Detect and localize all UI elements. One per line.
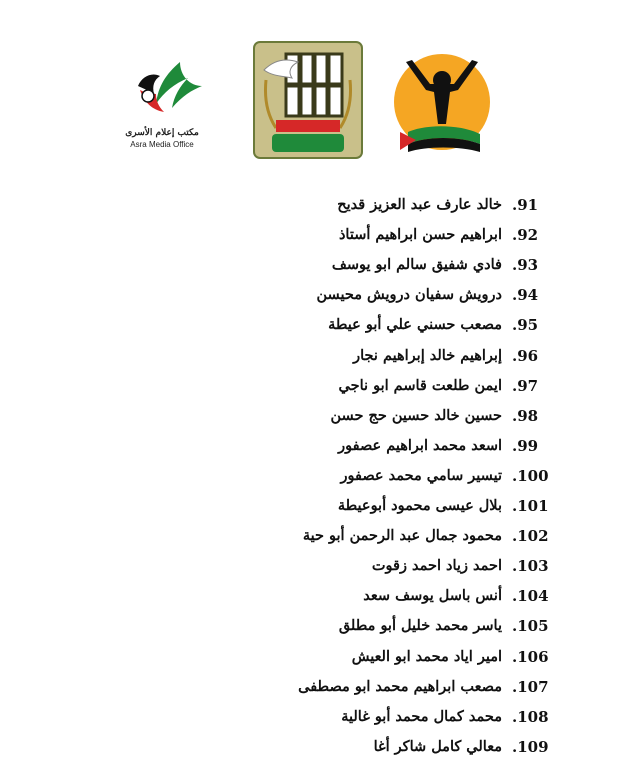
freedom-figure-sun-icon — [380, 40, 506, 164]
list-item — [0, 373, 620, 403]
header-logos — [0, 38, 620, 168]
list-item — [0, 282, 620, 312]
list-item-name: درويش سفيان درويش محيسن — [316, 286, 502, 304]
list-item — [0, 343, 620, 373]
asra-logo-english-caption: Asra Media Office — [130, 140, 194, 149]
list-item-number: .96 — [512, 346, 539, 365]
list-item — [0, 523, 620, 553]
list-item-number: .98 — [512, 406, 539, 425]
list-item-name: امير اياد محمد ابو العيش — [351, 647, 502, 665]
list-item — [0, 433, 620, 463]
prisoners-commission-logo — [380, 40, 506, 164]
list-item — [0, 463, 620, 493]
list-item-number: .97 — [512, 376, 539, 395]
list-item-name: إبراهيم خالد إبراهيم نجار — [353, 346, 502, 364]
list-item-number: .102 — [512, 527, 549, 546]
list-item-name: تيسير سامي محمد عصفور — [340, 466, 502, 484]
list-item-number: .92 — [512, 226, 539, 245]
list-item-number: .99 — [512, 436, 539, 455]
list-item — [0, 613, 620, 643]
asra-emblem-icon — [118, 56, 208, 128]
list-item — [0, 222, 620, 252]
list-item — [0, 583, 620, 613]
list-item-name: محمود جمال عبد الرحمن أبو حية — [302, 527, 502, 545]
list-item — [0, 252, 620, 282]
list-item-number: .91 — [512, 196, 539, 214]
list-item-number: .103 — [512, 557, 549, 576]
prison-window-dove-icon — [252, 40, 364, 160]
list-item-name: احمد زياد احمد زقوت — [371, 557, 502, 575]
list-item-number: .93 — [512, 256, 539, 275]
list-item-name: خالد عارف عبد العزيز قديح — [337, 196, 502, 213]
asra-logo-arabic-caption: مكتب إعلام الأسرى — [125, 128, 199, 138]
list-item-name: مصعب ابراهيم محمد ابو مصطفى — [298, 677, 502, 695]
list-item-number: .105 — [512, 617, 549, 636]
list-item-number: .104 — [512, 587, 549, 606]
list-item-name: ابراهيم حسن ابراهيم أستاذ — [338, 226, 502, 244]
list-item-number: .100 — [512, 466, 549, 485]
list-item-name: حسين خالد حسين حج حسن — [330, 406, 502, 424]
asra-media-office-logo — [118, 56, 208, 149]
list-item-name: اسعد محمد ابراهيم عصفور — [338, 436, 502, 454]
list-item-number: .109 — [512, 737, 549, 756]
list-item — [0, 704, 620, 734]
list-item — [0, 644, 620, 674]
list-item-number: .107 — [512, 677, 549, 696]
list-item — [0, 192, 620, 222]
list-item-name: مصعب حسني علي أبو عيطة — [328, 316, 502, 334]
list-item — [0, 553, 620, 583]
list-item-name: بلال عيسى محمود أبوعيطة — [337, 497, 502, 514]
list-item-number: .101 — [512, 497, 549, 515]
list-item-name: محمد كمال محمد أبو غالية — [341, 707, 502, 725]
list-item-name: فادي شفيق سالم ابو يوسف — [331, 256, 502, 274]
list-item — [0, 734, 620, 764]
list-item-number: .106 — [512, 647, 549, 666]
list-item — [0, 312, 620, 342]
list-item-name: ايمن طلعت قاسم ابو ناجي — [338, 376, 502, 394]
list-item-name: معالي كامل شاكر أغا — [373, 737, 502, 755]
list-item — [0, 493, 620, 523]
list-item-name: ياسر محمد خليل أبو مطلق — [338, 617, 502, 635]
list-item — [0, 674, 620, 704]
prisoners-club-logo — [252, 40, 364, 160]
list-item — [0, 403, 620, 433]
list-item-number: .94 — [512, 286, 539, 305]
list-item-number: .95 — [512, 316, 539, 335]
list-item-number: .108 — [512, 707, 549, 726]
list-item-name: أنس باسل يوسف سعد — [363, 587, 502, 605]
